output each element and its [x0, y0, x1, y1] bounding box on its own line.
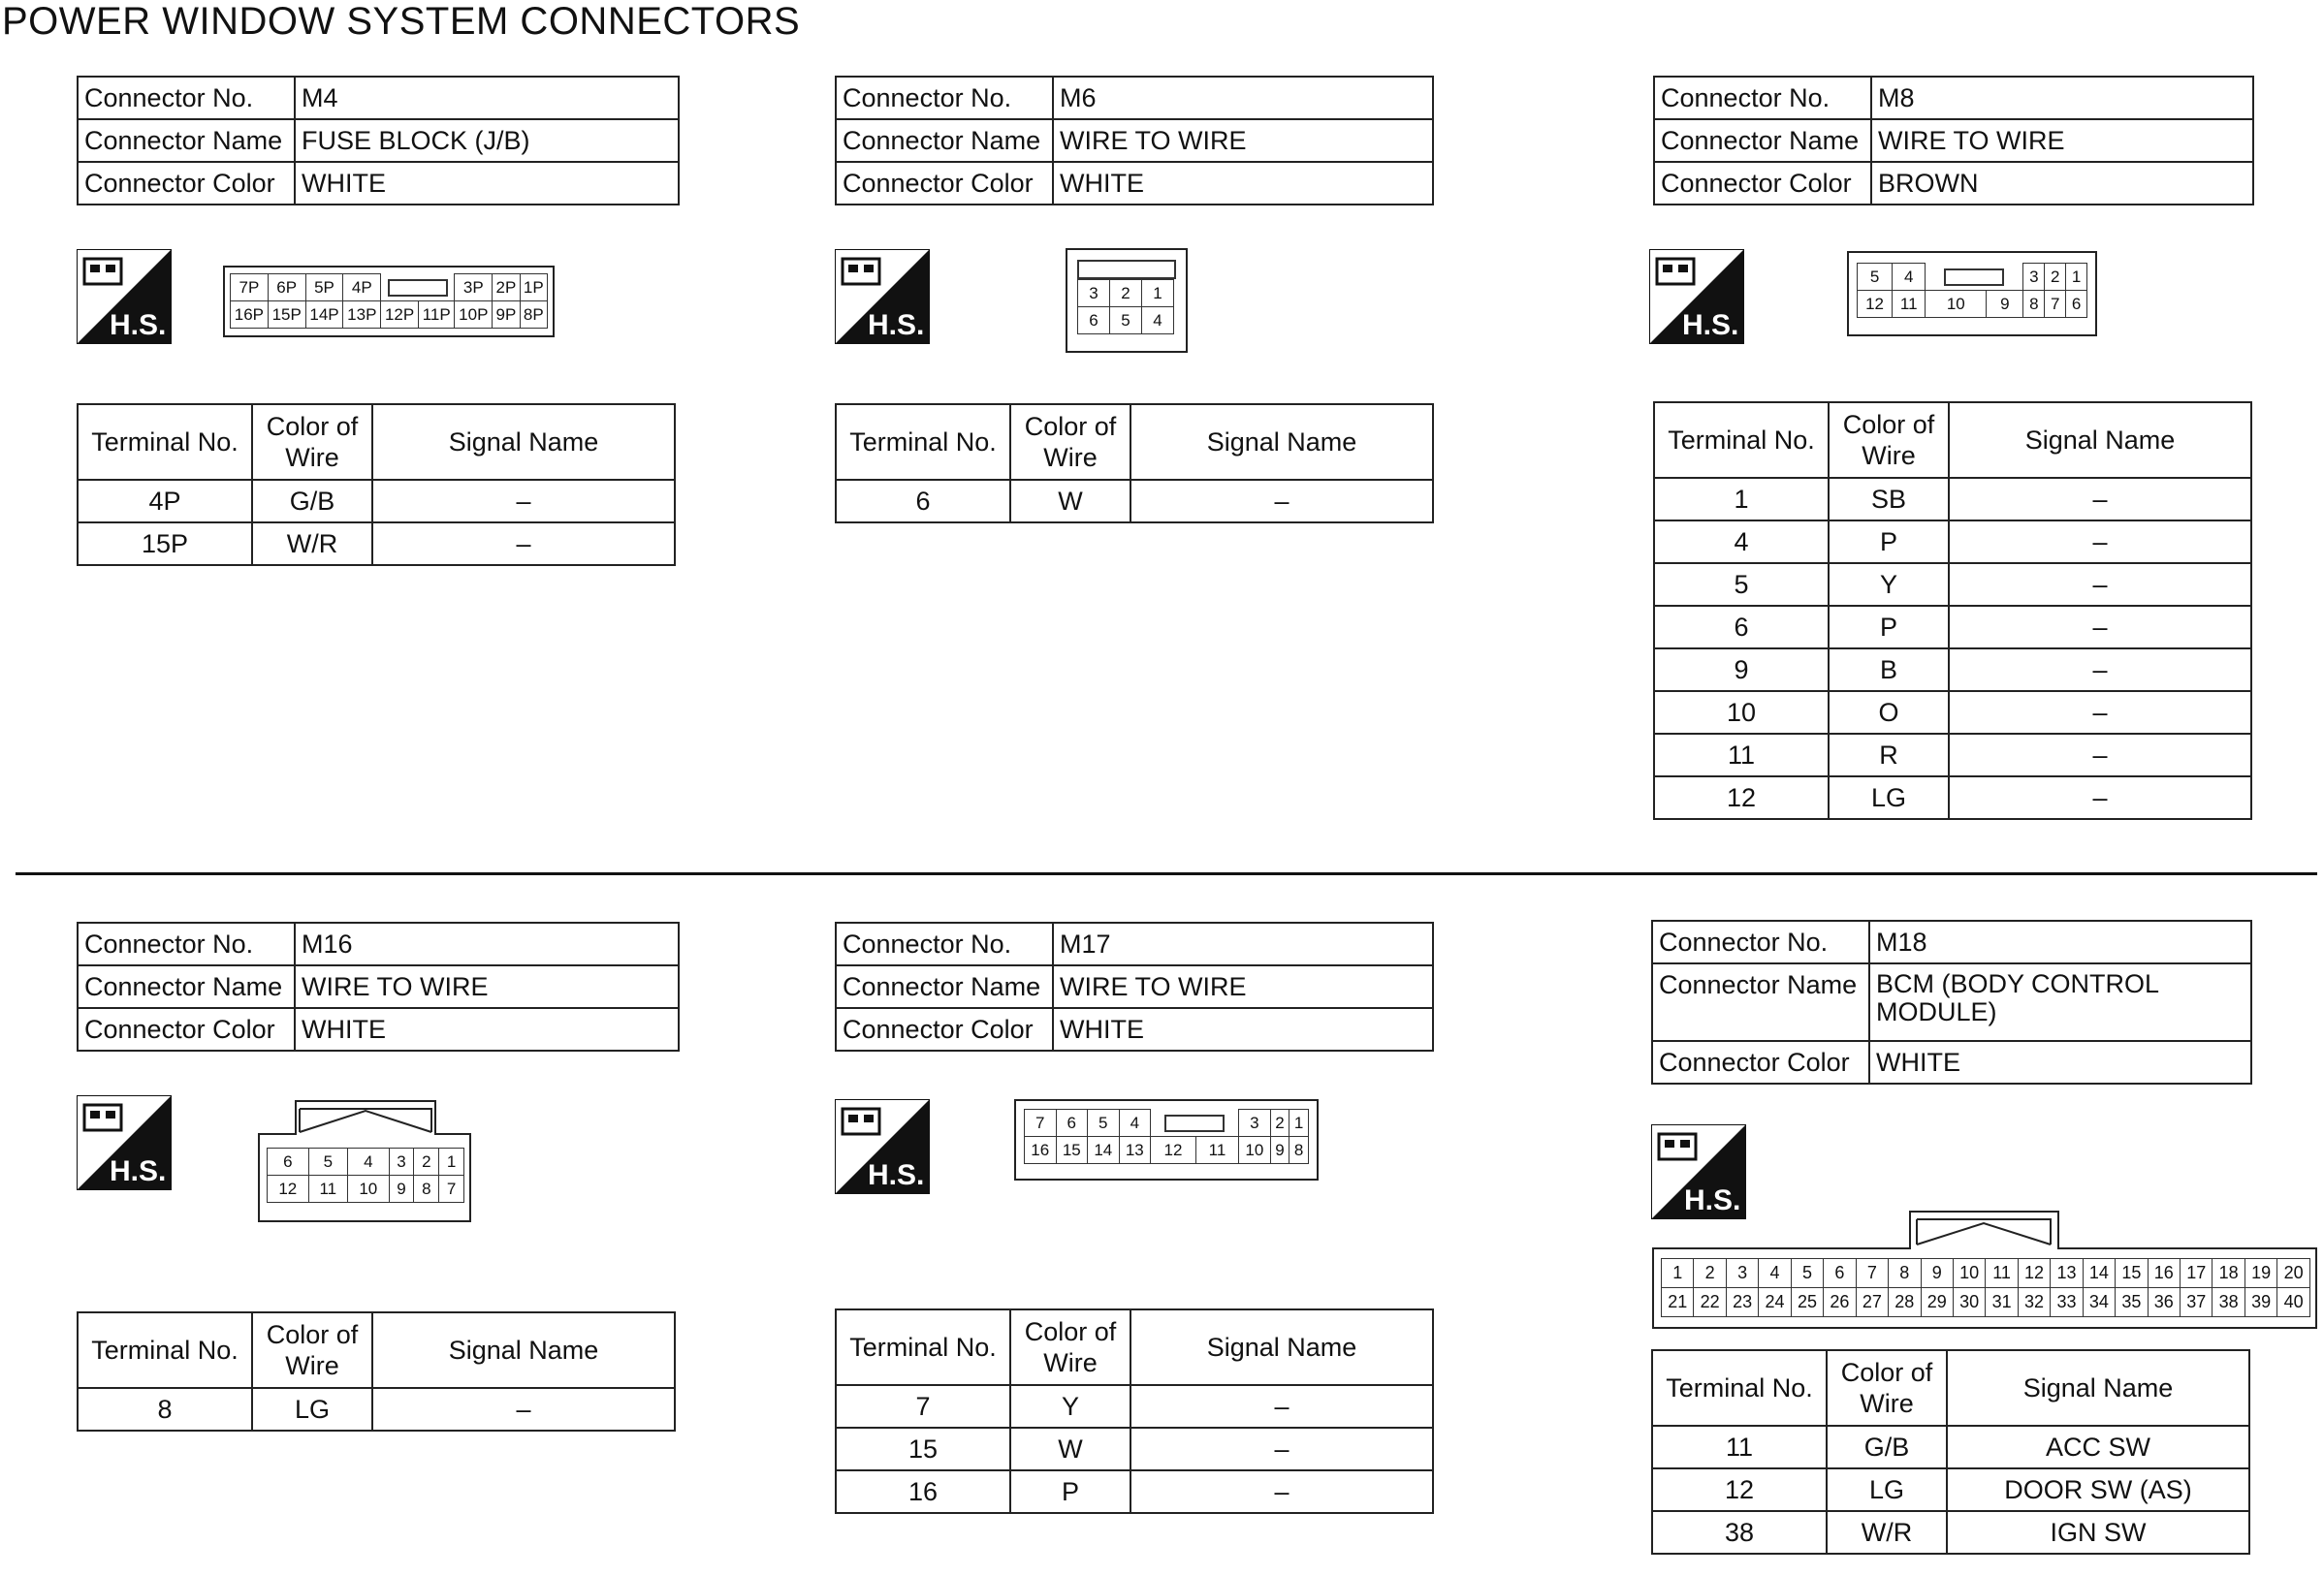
header-color-of: Color of	[1840, 1358, 1933, 1387]
pin: 16P	[231, 301, 269, 329]
pin: 6	[268, 1149, 309, 1176]
signal-name-cell: –	[1949, 606, 2251, 648]
pin: 9P	[493, 301, 520, 329]
pin: 7	[2045, 291, 2066, 318]
connector-color-value: WHITE	[1053, 1008, 1433, 1051]
pin: 22	[1694, 1288, 1726, 1317]
pin: 3	[1726, 1259, 1758, 1288]
pin: 16	[2148, 1259, 2180, 1288]
table-row	[78, 1388, 675, 1431]
connector-no-value: M17	[1053, 923, 1433, 965]
table-row	[1652, 1511, 2249, 1554]
pin: 3	[389, 1149, 414, 1176]
pin: 14	[1088, 1137, 1120, 1164]
table-row	[1654, 520, 2251, 563]
pin: 5	[1088, 1110, 1120, 1137]
header-signal-name: Signal Name	[1130, 1309, 1433, 1385]
pin: 10P	[455, 301, 493, 329]
label-connector-name: Connector Name	[836, 965, 1053, 1008]
table-row	[1654, 478, 2251, 520]
connector-m6	[835, 76, 1434, 205]
pin: 33	[2051, 1288, 2083, 1317]
pin: 24	[1759, 1288, 1791, 1317]
pin: 12	[2018, 1259, 2050, 1288]
pin: 20	[2277, 1259, 2310, 1288]
pin: 9	[1987, 291, 2023, 318]
connector-no-value: M8	[1871, 77, 2253, 119]
svg-text:H.S.: H.S.	[110, 1155, 167, 1187]
pin: 15	[2116, 1259, 2148, 1288]
label-connector-no: Connector No.	[836, 923, 1053, 965]
pin: 5	[1791, 1259, 1823, 1288]
wire-color-cell: LG	[1829, 776, 1949, 819]
label-connector-name: Connector Name	[78, 119, 295, 162]
header-signal-name: Signal Name	[1947, 1350, 2249, 1426]
pin-layout	[267, 1148, 464, 1203]
wire-color-cell: W/R	[252, 522, 372, 565]
pin: 31	[1986, 1288, 2018, 1317]
pin: 10	[1926, 291, 1987, 318]
label-connector-name: Connector Name	[78, 965, 295, 1008]
header-color-of: Color of	[1024, 1317, 1117, 1346]
connector-no-value: M16	[295, 923, 679, 965]
svg-text:H.S.: H.S.	[1684, 1184, 1741, 1216]
header-color-of: Color of	[1024, 412, 1117, 441]
svg-text:H.S.: H.S.	[1682, 309, 1739, 341]
pin: 3	[2023, 264, 2045, 291]
signal-name-cell: –	[372, 1388, 675, 1431]
label-connector-color: Connector Color	[1652, 1041, 1869, 1084]
wire-color-cell: SB	[1829, 478, 1949, 520]
pin: 4	[348, 1149, 390, 1176]
pin: 5P	[305, 274, 343, 301]
header-color-of: Color of	[1842, 410, 1935, 439]
connector-name-line1: BCM (BODY CONTROL	[1876, 969, 2160, 998]
header-signal-name: Signal Name	[372, 404, 675, 480]
wire-color-cell: O	[1829, 691, 1949, 734]
wire-color-cell: W	[1010, 480, 1130, 522]
connector-info-table	[835, 922, 1434, 1052]
pin: 11	[1893, 291, 1926, 318]
label-connector-color: Connector Color	[836, 162, 1053, 205]
harness-side-icon	[835, 1099, 930, 1194]
connector-m17	[835, 922, 1434, 1052]
wire-color-cell: R	[1829, 734, 1949, 776]
pin: 39	[2244, 1288, 2276, 1317]
pin: 13	[2051, 1259, 2083, 1288]
pin-layout	[1857, 263, 2087, 318]
signal-name-cell: ACC SW	[1947, 1426, 2249, 1468]
header-terminal-no: Terminal No.	[1654, 402, 1829, 478]
pin: 36	[2148, 1288, 2180, 1317]
pin: 9	[1921, 1259, 1953, 1288]
pin: 10	[348, 1176, 390, 1203]
connector-name-value: WIRE TO WIRE	[1053, 965, 1433, 1008]
signal-name-cell: –	[1949, 648, 2251, 691]
pin: 21	[1662, 1288, 1694, 1317]
terminal-table	[1651, 1349, 2250, 1555]
wire-color-cell: W	[1010, 1428, 1130, 1470]
pin: 23	[1726, 1288, 1758, 1317]
header-color-of-wire	[1827, 1350, 1947, 1426]
label-connector-color: Connector Color	[836, 1008, 1053, 1051]
signal-name-cell: –	[1130, 1428, 1433, 1470]
pin: 1	[2066, 264, 2087, 291]
pin: 9	[389, 1176, 414, 1203]
terminal-no-cell: 9	[1654, 648, 1829, 691]
terminal-no-cell: 1	[1654, 478, 1829, 520]
table-row	[78, 522, 675, 565]
connector-color-value: BROWN	[1871, 162, 2253, 205]
header-wire: Wire	[1860, 1389, 1914, 1418]
pin: 8	[1889, 1259, 1921, 1288]
key-slot	[388, 279, 448, 297]
pin: 34	[2083, 1288, 2115, 1317]
connector-face-m16	[257, 1099, 474, 1223]
pin: 40	[2277, 1288, 2310, 1317]
pin: 6	[1824, 1259, 1856, 1288]
connector-face-m17	[1014, 1099, 1319, 1181]
pin: 14	[2083, 1259, 2115, 1288]
terminal-no-cell: 4P	[78, 480, 252, 522]
pin: 25	[1791, 1288, 1823, 1317]
header-terminal-no: Terminal No.	[836, 404, 1010, 480]
connector-name-value	[1869, 963, 2251, 1041]
connector-color-value: WHITE	[1053, 162, 1433, 205]
pin: 13P	[343, 301, 381, 329]
harness-side-icon	[77, 249, 172, 344]
wire-color-cell: P	[1010, 1470, 1130, 1513]
terminal-no-cell: 15P	[78, 522, 252, 565]
terminal-table	[77, 1311, 676, 1432]
header-wire: Wire	[285, 1351, 339, 1380]
pin: 4	[1759, 1259, 1791, 1288]
pin	[381, 274, 455, 301]
table-row	[1654, 776, 2251, 819]
header-terminal-no: Terminal No.	[836, 1309, 1010, 1385]
wire-color-cell: B	[1829, 648, 1949, 691]
header-color-of-wire	[252, 1312, 372, 1388]
wire-color-cell: LG	[252, 1388, 372, 1431]
hs-label: H.S.	[110, 309, 167, 341]
terminal-no-cell: 11	[1652, 1426, 1827, 1468]
connector-name-value: WIRE TO WIRE	[295, 965, 679, 1008]
header-color-of: Color of	[266, 1320, 359, 1349]
pin: 1	[1289, 1110, 1309, 1137]
pin: 7P	[231, 274, 269, 301]
label-connector-no: Connector No.	[1654, 77, 1871, 119]
terminal-no-cell: 12	[1652, 1468, 1827, 1511]
signal-name-cell: –	[1949, 520, 2251, 563]
header-color-of: Color of	[266, 412, 359, 441]
pin: 1P	[520, 274, 547, 301]
section-divider	[16, 872, 2317, 875]
pin: 5	[1858, 264, 1893, 291]
harness-side-icon	[77, 1095, 172, 1190]
connector-face-m4	[223, 266, 555, 337]
pin: 6	[1056, 1110, 1088, 1137]
header-signal-name: Signal Name	[1949, 402, 2251, 478]
pin: 5	[1110, 307, 1142, 334]
signal-name-cell: –	[372, 522, 675, 565]
harness-side-icon	[835, 249, 930, 344]
pin: 2	[1694, 1259, 1726, 1288]
connector-name-value: FUSE BLOCK (J/B)	[295, 119, 679, 162]
terminal-no-cell: 5	[1654, 563, 1829, 606]
connector-name-value: WIRE TO WIRE	[1053, 119, 1433, 162]
pin: 28	[1889, 1288, 1921, 1317]
label-connector-name: Connector Name	[1652, 963, 1869, 1041]
label-connector-color: Connector Color	[78, 162, 295, 205]
table-row	[1654, 734, 2251, 776]
terminal-table	[77, 403, 676, 566]
pin: 4P	[343, 274, 381, 301]
connector-m16	[77, 922, 680, 1052]
label-connector-color: Connector Color	[78, 1008, 295, 1051]
pin: 12	[1858, 291, 1893, 318]
wire-color-cell: P	[1829, 520, 1949, 563]
header-wire: Wire	[1862, 441, 1916, 470]
header-signal-name: Signal Name	[372, 1312, 675, 1388]
table-row	[1654, 563, 2251, 606]
pin: 26	[1824, 1288, 1856, 1317]
signal-name-cell: –	[1949, 691, 2251, 734]
pin-layout	[230, 273, 548, 329]
signal-name-cell: –	[372, 480, 675, 522]
pin: 4	[1119, 1110, 1151, 1137]
pin: 29	[1921, 1288, 1953, 1317]
connector-no-value: M4	[295, 77, 679, 119]
terminal-table	[1653, 401, 2252, 820]
header-color-of-wire	[252, 404, 372, 480]
pin: 1	[1662, 1259, 1694, 1288]
connector-info-table	[1651, 920, 2252, 1085]
terminal-no-cell: 6	[1654, 606, 1829, 648]
table-row	[1652, 1468, 2249, 1511]
page-title: POWER WINDOW SYSTEM CONNECTORS	[2, 0, 801, 43]
connector-no-value: M18	[1869, 921, 2251, 963]
pin: 8	[414, 1176, 439, 1203]
header-color-of-wire	[1010, 1309, 1130, 1385]
connector-m18	[1651, 920, 2252, 1085]
terminal-no-cell: 12	[1654, 776, 1829, 819]
connector-face-m8	[1847, 251, 2097, 336]
pin: 2	[1270, 1110, 1289, 1137]
pin: 3P	[455, 274, 493, 301]
pin: 6	[1078, 307, 1110, 334]
signal-name-cell: –	[1949, 776, 2251, 819]
table-row	[836, 1385, 1433, 1428]
signal-name-cell: –	[1130, 1385, 1433, 1428]
signal-name-cell: –	[1130, 480, 1433, 522]
pin: 2	[414, 1149, 439, 1176]
pin: 12	[1151, 1137, 1196, 1164]
pin: 11P	[418, 301, 454, 329]
label-connector-no: Connector No.	[78, 923, 295, 965]
signal-name-cell: IGN SW	[1947, 1511, 2249, 1554]
terminal-no-cell: 11	[1654, 734, 1829, 776]
pin: 7	[1856, 1259, 1888, 1288]
wire-color-cell: Y	[1010, 1385, 1130, 1428]
pin: 14P	[305, 301, 343, 329]
pin: 38	[2213, 1288, 2244, 1317]
pin: 16	[1025, 1137, 1057, 1164]
pin: 8	[1289, 1137, 1309, 1164]
connector-info-table	[77, 76, 680, 205]
header-color-of-wire	[1010, 404, 1130, 480]
terminal-no-cell: 6	[836, 480, 1010, 522]
header-wire: Wire	[285, 443, 339, 472]
pin: 2	[2045, 264, 2066, 291]
terminal-no-cell: 8	[78, 1388, 252, 1431]
signal-name-cell: DOOR SW (AS)	[1947, 1468, 2249, 1511]
table-row	[836, 1428, 1433, 1470]
connector-m8	[1653, 76, 2254, 205]
pin: 13	[1119, 1137, 1151, 1164]
label-connector-name: Connector Name	[1654, 119, 1871, 162]
table-row	[836, 480, 1433, 522]
pin-layout	[1661, 1258, 2310, 1317]
pin: 27	[1856, 1288, 1888, 1317]
terminal-no-cell: 38	[1652, 1511, 1827, 1554]
pin: 12P	[381, 301, 419, 329]
pin: 1	[1142, 280, 1174, 307]
pin: 2	[1110, 280, 1142, 307]
pin: 35	[2116, 1288, 2148, 1317]
svg-text:H.S.: H.S.	[868, 1159, 925, 1191]
header-terminal-no: Terminal No.	[78, 1312, 252, 1388]
header-wire: Wire	[1043, 1348, 1098, 1377]
wire-color-cell: P	[1829, 606, 1949, 648]
terminal-no-cell: 10	[1654, 691, 1829, 734]
wire-color-cell: W/R	[1827, 1511, 1947, 1554]
pin: 7	[1025, 1110, 1057, 1137]
connector-color-value: WHITE	[295, 1008, 679, 1051]
pin: 2P	[493, 274, 520, 301]
connector-info-table	[835, 76, 1434, 205]
terminal-no-cell: 16	[836, 1470, 1010, 1513]
pin: 3	[1239, 1110, 1271, 1137]
pin	[1151, 1110, 1239, 1137]
terminal-table	[835, 403, 1434, 523]
label-connector-no: Connector No.	[78, 77, 295, 119]
signal-name-cell: –	[1949, 478, 2251, 520]
svg-text:H.S.: H.S.	[868, 309, 925, 341]
header-signal-name: Signal Name	[1130, 404, 1433, 480]
key-slot	[1944, 268, 2004, 286]
pin: 9	[1270, 1137, 1289, 1164]
wire-color-cell: LG	[1827, 1468, 1947, 1511]
pin: 17	[2181, 1259, 2213, 1288]
pin: 11	[1195, 1137, 1238, 1164]
pin: 19	[2244, 1259, 2276, 1288]
connector-color-value: WHITE	[1869, 1041, 2251, 1084]
connector-color-value: WHITE	[295, 162, 679, 205]
table-row	[1654, 648, 2251, 691]
label-connector-name: Connector Name	[836, 119, 1053, 162]
pin: 12	[268, 1176, 309, 1203]
terminal-no-cell: 7	[836, 1385, 1010, 1428]
label-connector-no: Connector No.	[836, 77, 1053, 119]
table-row	[1652, 1426, 2249, 1468]
pin: 10	[1953, 1259, 1985, 1288]
pin: 10	[1239, 1137, 1271, 1164]
pin	[1926, 264, 2023, 291]
connector-face-m6	[1066, 248, 1188, 353]
table-row	[1654, 691, 2251, 734]
header-wire: Wire	[1043, 443, 1098, 472]
pin: 30	[1953, 1288, 1985, 1317]
label-connector-color: Connector Color	[1654, 162, 1871, 205]
wire-color-cell: Y	[1829, 563, 1949, 606]
harness-side-icon	[1651, 1124, 1746, 1219]
header-terminal-no: Terminal No.	[78, 404, 252, 480]
pin: 3	[1078, 280, 1110, 307]
wire-color-cell: G/B	[252, 480, 372, 522]
terminal-table	[835, 1308, 1434, 1514]
table-row	[836, 1470, 1433, 1513]
connector-info-table	[1653, 76, 2254, 205]
pin: 6P	[268, 274, 305, 301]
key-slot	[1164, 1115, 1225, 1132]
wire-color-cell: G/B	[1827, 1426, 1947, 1468]
pin: 1	[439, 1149, 464, 1176]
table-row	[1654, 606, 2251, 648]
connector-info-table	[77, 922, 680, 1052]
pin: 6	[2066, 291, 2087, 318]
signal-name-cell: –	[1949, 563, 2251, 606]
connector-name-line2: MODULE)	[1876, 997, 1997, 1026]
harness-side-icon	[1649, 249, 1744, 344]
header-color-of-wire	[1829, 402, 1949, 478]
pin: 11	[1986, 1259, 2018, 1288]
connector-name-value: WIRE TO WIRE	[1871, 119, 2253, 162]
pin: 4	[1893, 264, 1926, 291]
terminal-no-cell: 15	[836, 1428, 1010, 1470]
connector-no-value: M6	[1053, 77, 1433, 119]
pin: 8	[2023, 291, 2045, 318]
pin: 5	[308, 1149, 347, 1176]
pin: 15	[1056, 1137, 1088, 1164]
connector-face-m18	[1651, 1210, 2320, 1332]
signal-name-cell: –	[1130, 1470, 1433, 1513]
pin: 11	[308, 1176, 347, 1203]
signal-name-cell: –	[1949, 734, 2251, 776]
pin: 15P	[268, 301, 305, 329]
connector-m4	[77, 76, 680, 205]
header-terminal-no: Terminal No.	[1652, 1350, 1827, 1426]
table-row	[78, 480, 675, 522]
pin: 32	[2018, 1288, 2050, 1317]
pin-layout	[1077, 279, 1174, 334]
pin: 37	[2181, 1288, 2213, 1317]
pin: 18	[2213, 1259, 2244, 1288]
pin-layout	[1024, 1109, 1309, 1164]
pin: 8P	[520, 301, 547, 329]
pin: 7	[439, 1176, 464, 1203]
pin: 4	[1142, 307, 1174, 334]
label-connector-no: Connector No.	[1652, 921, 1869, 963]
terminal-no-cell: 4	[1654, 520, 1829, 563]
